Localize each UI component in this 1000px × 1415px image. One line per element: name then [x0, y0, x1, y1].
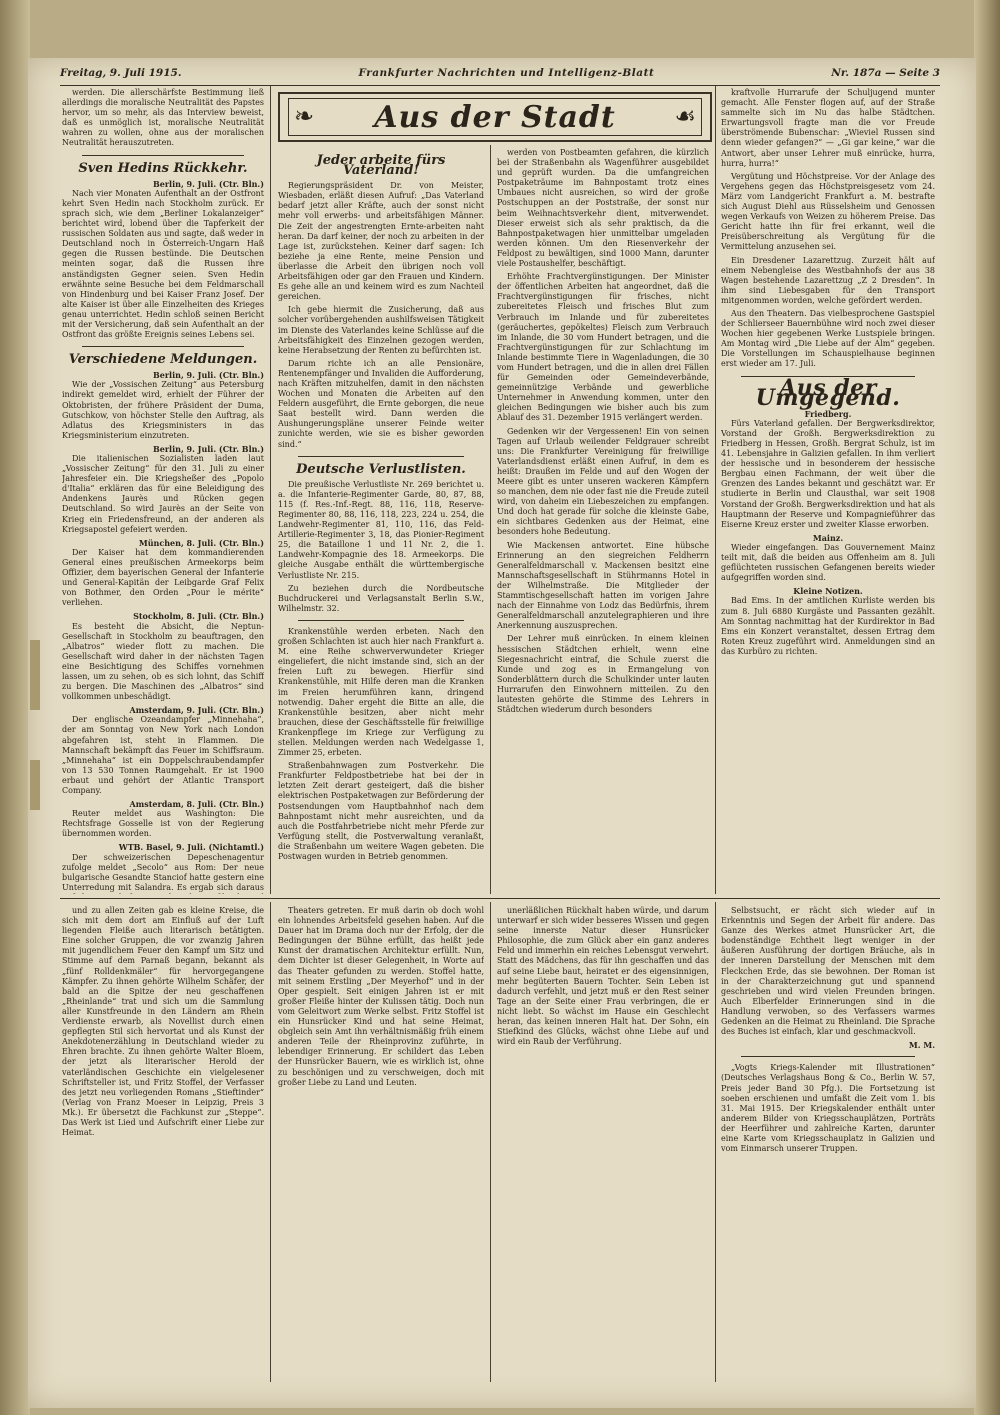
- column-divider: [490, 902, 491, 1382]
- dateline: Berlin, 9. Juli. (Ctr. Bln.): [152, 443, 264, 454]
- page-edge-right: [974, 0, 1000, 1415]
- feuilleton-text: unerläßlichen Rückhalt haben würde, und darum unterwarf er sich wider besseres Wissen und gegen seine innerste Natur dieser Hunsrücker Philosophie, die zum Glück aber ein ganz anderes Feld und immerhin ein reiches Lebensgut verwehrt. Statt des Mädchens, das für ihn geschaffen und das auf seine Liebe baut, heiratet er des eigensinnigen, mehr begüterten Bauern Tochter. Sein Leben ist dadurch verfehlt, und jetzt muß er den Rest seiner Tage an der Seite einer Frau verbringen, die er nicht liebt. So wächst im Hause ein Geschlecht heran, das keinen inneren Halt hat. Der Sohn, ein Stiefkind des Glücks, wächst ohne Liebe auf und wird ein Raub der Verführung.: [497, 906, 709, 1047]
- banner-frame: [288, 98, 702, 136]
- section-headline: Aus der Umgegend.: [755, 374, 901, 411]
- ornament-left-icon: ❧: [294, 102, 315, 130]
- dateline: Amsterdam, 9. Juli. (Ctr. Bln.): [129, 705, 264, 716]
- article-text: Gedenken wir der Vergessenen! Ein von seinen Tagen auf Urlaub weilender Feldgrauer schreibt uns: Die Frankfurter Vereinigung für freiwillige Vaterlandsdienst erläßt einen Aufruf, in dem es heißt: Draußen im Felde und auf den Wogen der Meere gibt es unter unseren wackeren Kämpfern so manchen, dem nie oder fast nie die Freude zuteil wird, von daheim ein Liebeszeichen zu empfangen. Und doch hat gerade für solche die kleinste Gabe, ein sichtbares Gedenken aus der Heimat, eine besonders hohe Bedeutung.: [497, 426, 709, 537]
- article-divider: [741, 1056, 915, 1057]
- feuilleton-text: Theaters getreten. Er muß darin ob doch wohl ein lohnendes Arbeitsfeld gesehen haben. Auf die Dauer hat im Drama doch nur der Erfolg, der die Bedingungen der Bühne erfüllt, das heißt jede Kunst der dramatischen Architektur erfüllt. Nun, dem Dichter ist dieser Gelegenheit, in Worte auf das Theater gefunden zu werden. Stoffel hatte, mit seinem Erstling „Der Meyerhof“ und in der Oper gespielt. Seit einigen Jahren ist er mit großer Fleiße hinter der Kulissen tätig. Doch nun vom Geleitwort zum Werke selbst. Fritz Stoffel ist ein Hunsrücker Kind und hat seine Heimat, obgleich sein Amt ihn verhältnismäßig früh einem anderen Teile der Rheinprovinz zuführte, in lebendiger Erinnerung. Er schildert das Leben der Hunsrücker Bauern, wie es wirklich ist, ohne zu beschönigen und zu verschweigen, doch mit großer Liebe zu Land und Leuten.: [278, 906, 484, 1087]
- page-edge-left: [0, 0, 30, 1415]
- article-text: Der englische Ozeandampfer „Minnehaha“, der am Sonntag von New York nach London abgefahren ist, steht in Flammen. Die Mannschaft bekämpft das Feuer im Schiffsraum. „Minnehaha“ ist ein Doppelschraubendampfer von 13 530 Tonnen Raumgehalt. Er ist 1900 erbaut und gehört der Atlantic Transport Company.: [62, 715, 264, 795]
- masthead-page-number: Nr. 187a — Seite 3: [831, 67, 940, 79]
- article-headline: Sven Hedins Rückkehr.: [78, 160, 248, 176]
- feuilleton-text: und zu allen Zeiten gab es kleine Kreise, die sich mit dem dort am Einfluß auf der Luft liegenden Fleiße auch literarisch betätigten. Eine solcher Gruppen, die vor zwanzig Jahren mit jugendlichem Feuer den Kampf um Sitz und Stimme auf dem Parnaß begann, bekannt als „fünf Rolldenkmäler“ für hervorgegangene Kämpfer. Zu ihnen gehörte Wilhelm Schäfer, der bald an die Spitze der neu geschaffenen „Rheinlande“ trat und sich um die Sammlung aller Kunstfreunde in den Ländern am Rhein Verdienste erwarb, als Novellist durch einen gepflegten Stil sich hervortat und als Kunst der Anekdotenerzählung in Deutschland wieder zu Ehren brachte. Zu ihnen gehörte Walter Bloem, der jetzt als literarischer Herold der vaterländischen Geschichte ein vielgelesener Schriftsteller ist, und Fritz Stoffel, der Verfasser des jetzt neu vorliegenden Romans „Stieftinder“ (Verlag von Franz Moeser in Leipzig, Preis 3 Mk.). Er übersetzt die Fachkunst zur „Steppe“. Das Werk ist Lied und Aufschrift einer Liebe zur Heimat.: [62, 906, 264, 1138]
- article-headline: Jeder arbeite fürs Vaterland!: [316, 153, 446, 179]
- column-4: [721, 88, 935, 894]
- column-divider: [715, 902, 716, 1382]
- author-signature: M. M.: [908, 1040, 935, 1051]
- feuilleton-text: Selbstsucht, er rächt sich wieder auf in Erkenntnis und Segen der Arbeit für andere. Das Ganze des Werkes atmet Hunsrücker Art, die bodenständige Echtheit liegt weniger in der äußeren Ausführung der dortigen Bräuche, als in der inneren Darstellung der Menschen mit dem Fleckchen Erde, das sie bewohnen. Der Roman ist in der Charakterzeichnung gut und spannend geschrieben und wird vielen Freunden bringen. Auch Elberfelder Erinnerungen sind in die Handlung verwoben, so des Verfassers warmes Gedenken an die Heimat zu Rheinland. Die Sprache des Buches ist einfach, klar und geschmackvoll.: [721, 906, 935, 1037]
- article-text: Bad Ems. In der amtlichen Kurliste werden bis zum 8. Juli 6880 Kurgäste und Passanten gezählt. Am Sonntag nachmittag hat der Kurdirektor in Bad Ems ein Konzert veranstaltet, dessen Ertrag dem Roten Kreuz zugeführt wird. Anmeldungen sind an das Kurbüro zu richten.: [721, 596, 935, 656]
- article-text: Fürs Vaterland gefallen. Der Bergwerksdirektor, Vorstand der Großh. Bergwerksdirektion zu Friedberg in Hessen, Großh. Bergrat Schulz, ist im 41. Lebensjahre in Galizien gefallen. In ihm verliert der hessische und in besonderem der hessische Bergbau einen Fachmann, der weit über die Grenzen des Landes bekannt und geschätzt war. Er studierte in Berlin und Clausthal, war seit 1908 Vorstand der Großh. Bergwerksdirektion und hat als Hauptmann der Reserve und Kompagnieführer das Eiserne Kreuz erster und zweiter Klasse erworben.: [721, 418, 935, 529]
- column-divider: [715, 86, 716, 894]
- column-2: [278, 148, 484, 894]
- article-text: Die italienischen Sozialisten laden laut „Vossischer Zeitung“ für den 31. Juli zu einer Jahresfeier ein. Die Kriegsheßer des „Popolo d'Italia“ erklären das für eine Beleidigung des Andenkens Jaurès und Rücken gegen Deutschland. So wird Jaurès an der Seite von Krieg ein Friedensfreund, an der anderen als Kriegsapostel gefeiert werden.: [62, 454, 264, 534]
- article-text: Straßenbahnwagen zum Postverkehr. Die Frankfurter Feldpostbetriebe hat bei der in letzten Zeit derart gesteigert, daß die bisher elektrischen Postpaketwagen zur Beförderung der Postsendungen vom Hauptbahnhof nach dem Bahnpostamt nicht mehr ausreichten, und da auch die Postfahrbetriebe nicht mehr Pferde zur Verfügung stellt, die Postverwaltung veranlaßt, die Straßenbahn um weitere Wagen gebeten. Die Postwagen wurden in Betrieb genommen.: [278, 761, 484, 861]
- article-text: Reuter meldet aus Washington: Die Rechtsfrage Gosselle ist von der Regierung übernommen worden.: [62, 809, 264, 839]
- article-divider: [82, 155, 244, 156]
- section-title: Aus der Stadt: [374, 99, 616, 135]
- column-divider: [270, 86, 271, 894]
- dateline: Stockholm, 8. Juli. (Ctr. Bln.): [133, 611, 264, 622]
- subsection-heading: Mainz.: [812, 532, 844, 543]
- feuilleton-column-4: [721, 906, 935, 1376]
- article-text: Aus den Theatern. Das vielbesprochene Gastspiel der Schlierseer Bauernbühne wird noch zwei dieser Wochen hier gegebenen Werke Lustspiele bringen. Am Montag wird „Die Liebe auf der Alm“ gegeben. Die Vorstellungen im Schauspielhause beginnen erst wieder am 17. Juli.: [721, 308, 935, 369]
- article-text: Darum richte ich an alle Pensionäre, Rentenempfänger und Invaliden die Aufforderung, nach Kräften mitzuhelfen, damit in den nächsten Wochen und Monaten die Arbeiten auf den Feldern ausgeführt, die Ernte geborgen, die neue Saat bestellt wird. Dann werden die Aushungerungspläne unserer Feinde weiter zunichte werden, wie sie es bisher geworden sind.“: [278, 358, 484, 449]
- dateline: Berlin, 9. Juli. (Ctr. Bln.): [152, 370, 264, 381]
- article-text: Ein Dresdener Lazarettzug. Zurzeit hält auf einem Nebengleise des Westbahnhofs der aus 38 Wagen bestehende Lazarettzug „Z 2 Dresden“. In ihm sind Liebesgaben für den Transport mitgenommen worden, welche gefördert werden.: [721, 255, 935, 305]
- article-text: Vergütung und Höchstpreise. Vor der Anlage des Vergehens gegen das Höchstpreisgesetz vom 24. März vom Landgericht Frankfurt a. M. bestrafte sich August Diehl aus Rüsselsheim und Genossen wegen Verkaufs von Weizen zu höherem Preise. Das Gericht hatte ihn für frei erkannt, weil die Preisüberschreitung als Vergütung für die Vermittelung anzusehen sei.: [721, 171, 935, 252]
- article-text: kraftvolle Hurrarufe der Schuljugend munter gemacht. Alle Fenster flogen auf, auf der Straße sammelte sich im Nu das halbe Städtchen. Erwartungsvoll fragte man die vor Freude überströmende Bubenschar: „Wieviel Russen sind denn wieder gefangen?“ — „Gi gar keine,“ war die Antwort, aber unser Lehrer muß einrücke, hurra, hurra, hurra!“: [721, 88, 935, 168]
- column-3: [497, 148, 709, 894]
- article-text: Es besteht die Absicht, die Neptun-Gesellschaft in Stockholm zu beauftragen, den „Albatros“ wieder flott zu machen. Die Gesellschaft wird daher in der nächsten Tagen eine Besichtigung des Schiffes vornehmen lassen, um zu sehen, ob es sich lohnt, das Schiff zu bergen. Die Maschinen des „Albatros“ sind vollkommen unbeschädigt.: [62, 621, 264, 702]
- article-text: Regierungspräsident Dr. von Meister, Wiesbaden, erläßt diesen Aufruf: „Das Vaterland bedarf jetzt aller Kräfte, auch der sonst nicht mehr voll erwerbs- und arbeitsfähigen Männer. Die Zeit der angestrengten Ernte-arbeiten naht heran. Da darf keiner, der noch zu arbeiten in der Lage ist, zurückstehen. Keiner darf sagen: Ich beziehe ja eine Rente, meine Pension und überlasse die Arbeit den übrigen noch voll Arbeitsfähigen oder gar den Frauen und Kindern. Es gehe alle an und keinem wird es zum Nachteil gereichen.: [278, 181, 484, 302]
- column-divider: [490, 145, 491, 894]
- article-text: Wie der „Vossischen Zeitung“ aus Petersburg indirekt gemeldet wird, erhielt der Führer der Oktobristen, der frühere Präsident der Duma, Gutschkow, von höchster Stelle den Auftrag, als Adlatus des Kriegsministers in das Kriegsministerium einzutreten.: [62, 380, 264, 440]
- article-text: werden von Postbeamten gefahren, die kürzlich bei der Straßenbahn als Wagenführer ausgebildet und geprüft wurden. Da die umfangreichen Postpaketräume im Bahnpostamt trotz eines Umbaues nicht ausreichen, so wird der große Postschuppen an der Poststraße, der sonst nur beim Weihnachtsverkehr dient, mitverwendet. Dieser erweist sich als sehr praktisch, da die Bahnpostpaketwagen hier unmittelbar umgeladen werden können. Um den Riesenverkehr der Feldpost zu bewältigen, sind 1000 Mann, darunter viele Postaushelfer, beschäftigt.: [497, 148, 709, 269]
- article-text: Nach vier Monaten Aufenthalt an der Ostfront kehrt Sven Hedin nach Stockholm zurück. Er sprach sich, wie dem „Berliner Lokalanzeiger“ berichtet wird, lobend über die Tapferkeit der russischen Soldaten aus und sagte, daß weder in Deutschland noch in Österreich-Ungarn Haß gegen die Russen bestünde. Die Deutschen meinten sogar, daß die Russen ihre anständigsten Gegner seien. Sven Hedin erwähnte seine Besuche bei dem Feldmarschall von Hindenburg und bei Kaiser Franz Josef. Der alte Kaiser ist über alle Einzelheiten des Krieges genau unterrichtet. Hedin schloß seinen Bericht mit der Versicherung, daß sein Aufenthalt an der Ostfront das größte Ereignis seines Lebens sei.: [62, 188, 264, 340]
- dateline: Berlin, 9. Juli. (Ctr. Bln.): [152, 178, 264, 189]
- article-divider: [82, 346, 244, 347]
- dateline: WTB. Basel, 9. Juli. (Nichtamtl.): [118, 842, 264, 853]
- article-headline: Deutsche Verlustlisten.: [296, 461, 466, 477]
- dateline: München, 8. Juli. (Ctr. Bln.): [138, 537, 264, 548]
- article-text: Der Kaiser hat dem kommandierenden General eines preußischen Armeekorps beim Offizier, dem bayerischen General der Infanterie und General-Kapitän der Leibgarde Graf Felix von Bothmer, den Orden „Pour le mérite“ verliehen.: [62, 547, 264, 608]
- masthead: [60, 64, 940, 86]
- advertisement-text: „Vogts Kriegs-Kalender mit Illustrationen“ (Deutsches Verlagshaus Bong & Co., Berlin W. 57, Preis jeder Band 30 Pfg.). Die Fortsetzung ist soeben erschienen und umfaßt die Zeit vom 1. bis 31. Mai 1915. Der Kriegskalender enthält unter anderem Bilder von Kriegsschauplätzen, Porträts der Heerführer und zahlreiche Karten, darunter eine Karte vom Kriegsschauplatz in Galizien und vom Einmarsch unserer Truppen.: [721, 1063, 935, 1154]
- article-divider: [298, 456, 464, 457]
- column-1: [62, 88, 264, 894]
- feuilleton-column-1: [62, 906, 264, 1376]
- subsection-heading: Friedberg.: [804, 408, 852, 419]
- article-text: Zu beziehen durch die Nordbeutsche Buchdruckerei und Verlagsanstalt Berlin S.W., Wilhelmstr. 32.: [278, 583, 484, 613]
- article-text: Wie Mackensen antwortet. Eine hübsche Erinnerung an den siegreichen Feldherrn Generalfeldmarschall v. Mackensen besitzt eine Mannschaftsgesellschaft in Stührmanns Hotel in der Wilhelmstraße. Die Mitglieder der Stammtischgesellschaft hatten im vorigen Jahre nach der Einnahme von Lodz das Bedürfnis, ihrem Generalfeldmarschall anzutelegraphieren und ihre Anerkennung auszusprechen.: [497, 540, 709, 631]
- feuilleton-column-2: [278, 906, 484, 1376]
- ornament-right-icon: ☙: [674, 102, 696, 130]
- article-headline: Verschiedene Meldungen.: [68, 352, 258, 368]
- section-banner: [278, 92, 712, 142]
- feuilleton-column-3: [497, 906, 709, 1376]
- article-divider: [298, 620, 464, 621]
- dateline: Amsterdam, 8. Juli. (Ctr. Bln.): [129, 799, 264, 810]
- article-text: Ich gebe hiermit die Zusicherung, daß aus solcher vorübergehenden aushilfsweisen Tätigkeit im Dienste des Vaterlandes keine Schlüsse auf die Arbeitsfähigkeit des Einzelnen gezogen werden, keine Herabsetzung der Renten zu befürchten ist.: [278, 305, 484, 355]
- article-text: Wieder eingefangen. Das Gouvernement Mainz teilt mit, daß die beiden aus Offenheim am 8. Juli geflüchteten russischen Gefangenen bereits wieder aufgegriffen worden sind.: [721, 542, 935, 583]
- article-text: Der Lehrer muß einrücken. In einem kleinen hessischen Städtchen erhielt, wenn eine Siegesnachricht eintraf, die Schule zuerst die Kunde und zog es in Ermangelung von Sonderblättern durch die Schulkinder unter lauten Hurrarufen den Einwohnern mitteilen. Zu den lautesten gehörte die Stimme des Lehrers in Städtchen wiederum durch besonders: [497, 634, 709, 715]
- paper-tear: [30, 640, 40, 710]
- article-text: Die preußische Verlustliste Nr. 269 berichtet u. a. die Infanterie-Regimenter Garde, 80, 87, 88, 115 (f. Res.-Inf.-Regt. 88, 116, 118, Reserve-Regimenter 80, 88, 116, 118, 223, 224 u. 254, die Landwehr-Regimenter 81, 110, 116, das Feld-Artillerie-Regimenter 3, 18, das Pionier-Regiment 25, die Bataillone 1 und 11 Nr. 2, die 1. Landwehr-Kompagnie des 18. Armeekorps. Die gleiche Ausgabe enthält die württembergische Verlustliste Nr. 215.: [278, 479, 484, 580]
- article-text: Erhöhte Frachtvergünstigungen. Der Minister der öffentlichen Arbeiten hat angeordnet, daß die Frachtvergünstigungen für frisches, nicht zubereitetes Fleisch und frisches Blut zum Verbrauch im Inlande und für zubereitetes (geräuchertes, gepökeltes) Fleisch zum Verbrauch im Inlande, die 30 vom Hundert betragen, und die Frachtvergünstigungen für zur Schlachtung im Inlande bestimmte Tiere in Wagenladungen, die 30 vom Hundert betragen, und die in allen drei Fällen für Gemeinden oder Gemeindeverbände, gemeinnützige Verbände und gewerbliche Unternehmer in Anwendung kommen, unter den gleichen Bedingungen wie bisher auch bis zum Ablauf des 31. Dezember 1915 verlängert werden.: [497, 272, 709, 423]
- paper-tear: [30, 760, 40, 810]
- subsection-heading: Kleine Notizen.: [793, 586, 863, 597]
- article-text: Krankenstühle werden erbeten. Nach den großen Schlachten ist auch hier nach Frankfurt a. M. eine Reihe schwerverwundeter Krieger eingeliefert, die nicht imstande sind, sich an der freien Luft zu bewegen. Hierfür sind Krankenstühle, mit Hilfe deren man die Kranken im Freien herumführen kann, dringend notwendig. Daher ergeht die Bitte an alle, die Krankenstühle besitzen, aber nicht mehr brauchen, diese der Geschäftsstelle für freiwillige Krankenpflege im Kriege zur Verfügung zu stellen. Meldungen werden nach Wedelgasse 1, Zimmer 25, erbeten.: [278, 626, 484, 758]
- masthead-date: Freitag, 9. Juli 1915.: [60, 67, 182, 79]
- column-divider: [270, 902, 271, 1382]
- article-text: Der schweizerischen Depeschenagentur zufolge meldet „Secolo“ aus Rom: Der neue bulgarische Gesandte Stanciof hatte gestern eine Unterredung mit Salandra. Es ergab sich daraus: [62, 852, 264, 892]
- feuilleton-rule: [60, 898, 940, 899]
- article-text: werden. Die allerschärfste Bestimmung ließ allerdings die moralische Neutralität des Papstes hervor, um so mehr, als das Interview beweist, daß es unmöglich ist, moralische Neutralität wahren zu wollen, ohne aus der moralischen Neutralität herauszutreten.: [62, 88, 264, 148]
- masthead-title: Frankfurter Nachrichten und Intelligenz-Blatt: [358, 67, 655, 79]
